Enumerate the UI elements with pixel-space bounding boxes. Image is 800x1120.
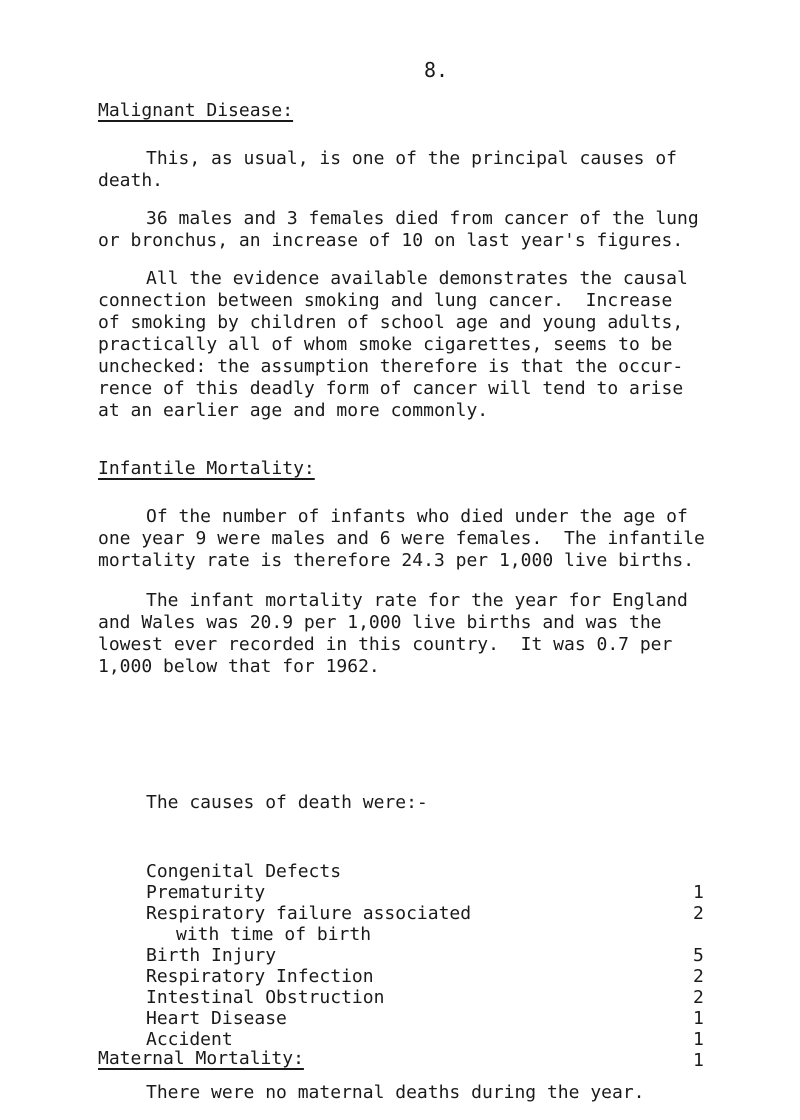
text-line: The infant mortality rate for the year for England <box>146 590 688 611</box>
cause-count: 1 <box>693 1029 704 1050</box>
text-line: mortality rate is therefore 24.3 per 1,000 live births. <box>98 550 695 571</box>
page-number: 8. <box>424 58 449 82</box>
cause-count: 2 <box>693 903 704 924</box>
cause-count: 2 <box>693 966 704 987</box>
text-line: or bronchus, an increase of 10 on last year's figures. <box>98 230 684 251</box>
cause-label: Respiratory Infection <box>146 966 374 987</box>
cause-label: Respiratory failure associated <box>146 903 472 924</box>
text-line: All the evidence available demonstrates the causal <box>146 268 688 289</box>
text-line: rence of this deadly form of cancer will tend to arise <box>98 378 684 399</box>
cause-label: Heart Disease <box>146 1008 287 1029</box>
text-line: connection between smoking and lung cancer. Increase <box>98 290 673 311</box>
heading-malignant-disease: Malignant Disease: <box>98 100 294 121</box>
paragraph-infantile-1 <box>98 506 748 572</box>
cause-count: 1 <box>693 1008 704 1029</box>
text-line: one year 9 were males and 6 were females. The infantile <box>98 528 705 549</box>
cause-label: Prematurity <box>146 882 266 903</box>
paragraph-malignant-1 <box>98 148 748 192</box>
text-line: lowest ever recorded in this country. It was 0.7 per <box>98 634 673 655</box>
paragraph-malignant-3 <box>98 268 748 422</box>
cause-label: Accident <box>146 1029 233 1050</box>
list-item <box>146 882 706 924</box>
cause-count: 1 <box>693 1050 704 1071</box>
text-line: of smoking by children of school age and young adults, <box>98 312 684 333</box>
cause-label: Congenital Defects <box>146 861 342 882</box>
paragraph-infantile-2 <box>98 590 748 678</box>
text-line: This, as usual, is one of the principal causes of <box>146 148 678 169</box>
text-line: and Wales was 20.9 per 1,000 live births and was the <box>98 612 662 633</box>
text-line: 1,000 below that for 1962. <box>98 656 380 677</box>
text-line: unchecked: the assumption therefore is that the occur- <box>98 356 684 377</box>
cause-label: Birth Injury <box>146 945 277 966</box>
cause-count: 1 <box>693 882 704 903</box>
cause-label: Intestinal Obstruction <box>146 987 385 1008</box>
cause-label: with time of birth <box>176 924 372 945</box>
cause-count: 2 <box>693 987 704 1008</box>
text-line: 36 males and 3 females died from cancer of the lung <box>146 208 699 229</box>
text-line: There were no maternal deaths during the year. <box>146 1082 645 1103</box>
text-line: Of the number of infants who died under the age of <box>146 506 688 527</box>
text-line: practically all of whom smoke cigarettes, seems to be <box>98 334 673 355</box>
cause-count: 5 <box>693 945 704 966</box>
paragraph-maternal-1 <box>98 1082 748 1104</box>
heading-infantile-mortality: Infantile Mortality: <box>98 458 315 479</box>
text-line: death. <box>98 170 164 191</box>
text-line: at an earlier age and more commonly. <box>98 400 489 421</box>
heading-maternal-mortality: Maternal Mortality: <box>98 1048 304 1069</box>
causes-intro: The causes of death were:- <box>146 792 428 813</box>
paragraph-malignant-2 <box>98 208 748 252</box>
